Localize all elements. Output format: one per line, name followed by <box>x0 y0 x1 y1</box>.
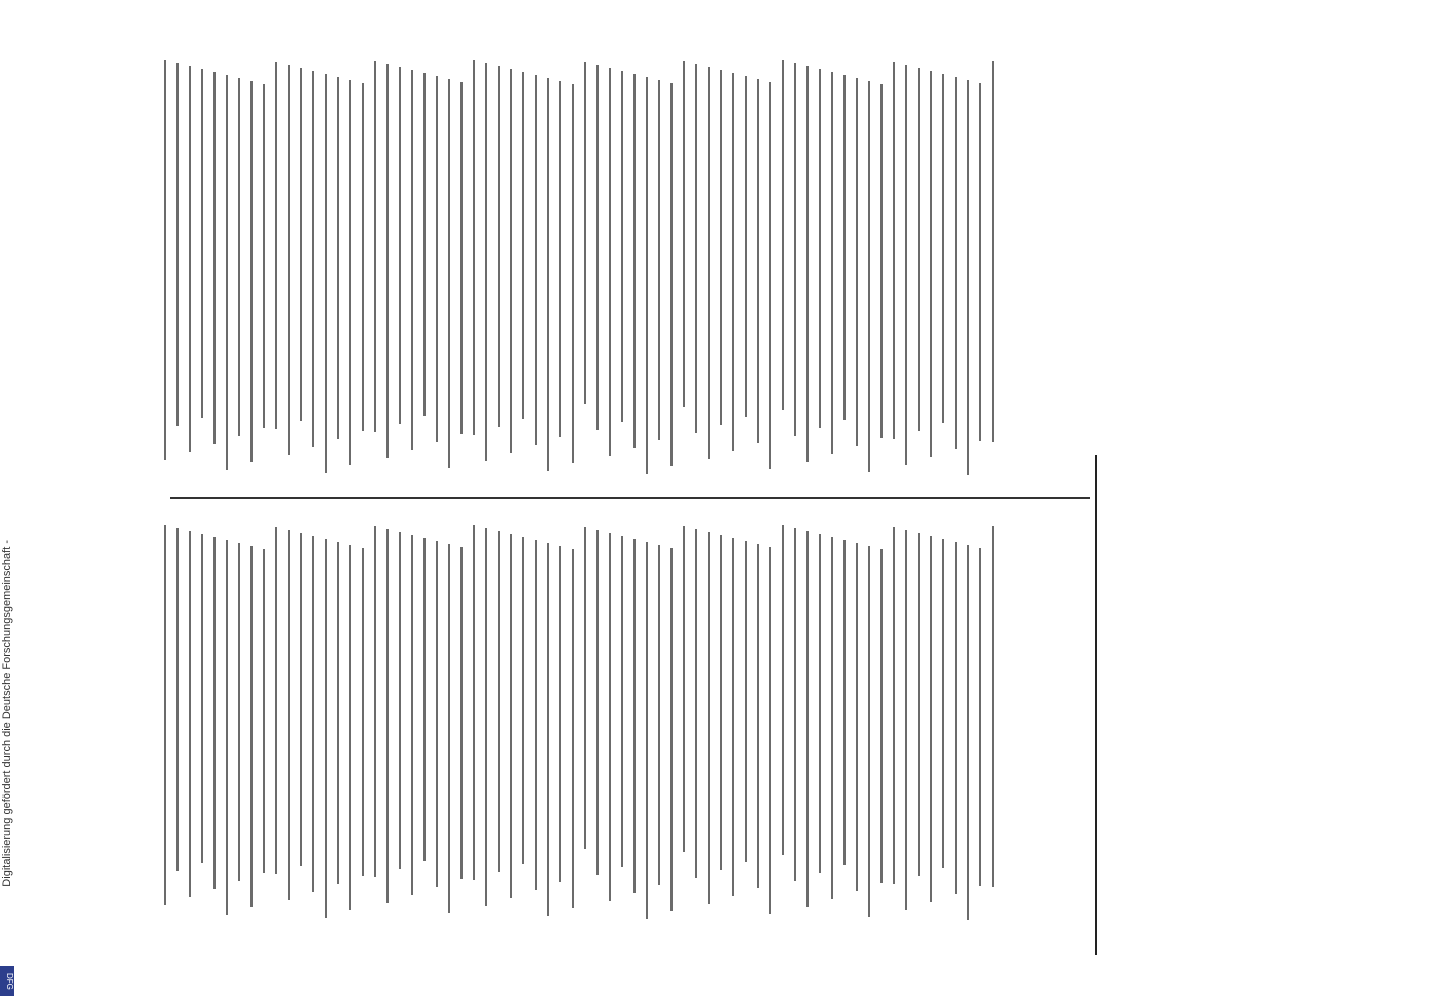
text-line <box>498 66 500 427</box>
text-line <box>831 72 833 454</box>
text-line <box>250 81 252 462</box>
text-line <box>189 66 191 452</box>
text-line <box>386 64 388 458</box>
text-line <box>399 532 401 869</box>
text-line <box>164 525 166 905</box>
text-line <box>819 69 821 428</box>
text-line <box>423 73 425 416</box>
text-line <box>300 68 302 421</box>
text-line <box>992 526 994 887</box>
text-line <box>337 542 339 884</box>
text-line <box>411 535 413 895</box>
text-line <box>782 525 784 855</box>
text-line <box>609 68 611 456</box>
text-line <box>312 536 314 892</box>
text-line <box>176 63 178 426</box>
text-line <box>819 534 821 873</box>
text-line <box>633 74 635 448</box>
text-line <box>720 535 722 870</box>
text-line <box>362 548 364 876</box>
text-line <box>584 62 586 404</box>
text-line <box>880 549 882 883</box>
text-line <box>522 72 524 419</box>
text-line <box>226 75 228 470</box>
text-line <box>386 529 388 903</box>
text-line <box>967 545 969 920</box>
text-line <box>596 65 598 430</box>
text-line <box>460 547 462 879</box>
text-line <box>275 527 277 874</box>
text-line <box>288 65 290 455</box>
text-line <box>559 546 561 882</box>
text-line <box>325 539 327 918</box>
text-line <box>213 537 215 889</box>
text-line <box>522 537 524 864</box>
text-line <box>510 534 512 898</box>
text-line <box>226 540 228 915</box>
text-line <box>485 63 487 461</box>
text-line <box>856 543 858 891</box>
text-line <box>621 71 623 422</box>
text-line <box>967 80 969 475</box>
text-line <box>658 80 660 440</box>
text-line <box>646 77 648 474</box>
text-line <box>868 81 870 472</box>
text-line <box>164 60 166 460</box>
text-line <box>411 70 413 450</box>
text-line <box>436 76 438 442</box>
text-line <box>460 82 462 434</box>
text-line <box>337 77 339 439</box>
text-line <box>349 80 351 465</box>
text-line <box>831 537 833 899</box>
text-line <box>238 78 240 436</box>
text-line <box>843 75 845 420</box>
text-line <box>609 533 611 901</box>
text-line <box>732 73 734 451</box>
text-line <box>473 60 475 435</box>
text-line <box>374 526 376 877</box>
text-line <box>683 61 685 407</box>
text-line <box>473 525 475 880</box>
text-line <box>448 544 450 913</box>
text-line <box>572 84 574 463</box>
text-line <box>757 544 759 888</box>
text-line <box>312 71 314 447</box>
text-line <box>794 63 796 436</box>
text-line <box>979 548 981 886</box>
text-line <box>448 79 450 468</box>
text-line <box>893 62 895 439</box>
text-line <box>930 536 932 902</box>
text-line <box>992 61 994 442</box>
text-line <box>325 74 327 473</box>
text-line <box>547 543 549 916</box>
text-line <box>510 69 512 453</box>
text-line <box>905 65 907 465</box>
text-line <box>189 531 191 897</box>
text-line <box>238 543 240 881</box>
text-line <box>670 83 672 466</box>
text-line <box>856 78 858 446</box>
text-line <box>670 548 672 911</box>
text-line <box>708 532 710 904</box>
text-line <box>905 530 907 910</box>
text-line <box>374 61 376 432</box>
text-line <box>485 528 487 906</box>
text-line <box>275 62 277 429</box>
text-line <box>596 530 598 875</box>
text-line <box>955 542 957 894</box>
text-line <box>880 84 882 438</box>
text-line <box>794 528 796 881</box>
text-line <box>263 84 265 428</box>
text-line <box>201 534 203 863</box>
text-line <box>399 67 401 424</box>
text-line <box>584 527 586 849</box>
text-line <box>263 549 265 873</box>
text-line <box>695 529 697 878</box>
text-line <box>250 546 252 907</box>
text-line <box>423 538 425 861</box>
text-line <box>213 72 215 444</box>
text-line <box>930 71 932 457</box>
title-rule <box>1095 455 1097 955</box>
text-line <box>572 549 574 908</box>
text-line <box>942 539 944 868</box>
text-line <box>720 70 722 425</box>
text-line <box>362 83 364 431</box>
text-line <box>633 539 635 893</box>
text-line <box>918 533 920 876</box>
text-line <box>300 533 302 866</box>
text-line <box>646 542 648 919</box>
text-line <box>893 527 895 884</box>
text-line <box>535 75 537 445</box>
text-line <box>535 540 537 890</box>
text-line <box>708 67 710 459</box>
text-line <box>843 540 845 865</box>
dfg-logo: DFG <box>0 966 14 996</box>
text-line <box>918 68 920 431</box>
text-line <box>745 76 747 417</box>
text-line <box>979 83 981 441</box>
text-line <box>176 528 178 871</box>
text-line <box>201 69 203 418</box>
footer-credit: Digitalisierung gefördert durch die Deutsche Forschungsgemeinschaft - <box>1 540 13 887</box>
lower-column <box>150 510 1030 940</box>
text-line <box>683 526 685 852</box>
text-line <box>349 545 351 910</box>
text-line <box>498 531 500 872</box>
text-line <box>559 81 561 437</box>
text-line <box>288 530 290 900</box>
column-divider <box>170 497 1090 499</box>
text-line <box>769 82 771 469</box>
text-line <box>806 531 808 907</box>
text-line <box>757 79 759 443</box>
upper-column <box>150 40 1030 490</box>
text-line <box>547 78 549 471</box>
text-line <box>695 64 697 433</box>
text-line <box>806 66 808 462</box>
text-line <box>955 77 957 449</box>
text-line <box>745 541 747 862</box>
text-line <box>782 60 784 410</box>
text-line <box>942 74 944 423</box>
text-line <box>868 546 870 917</box>
text-line <box>769 547 771 914</box>
text-line <box>621 536 623 867</box>
text-line <box>658 545 660 885</box>
text-line <box>732 538 734 896</box>
text-line <box>436 541 438 887</box>
